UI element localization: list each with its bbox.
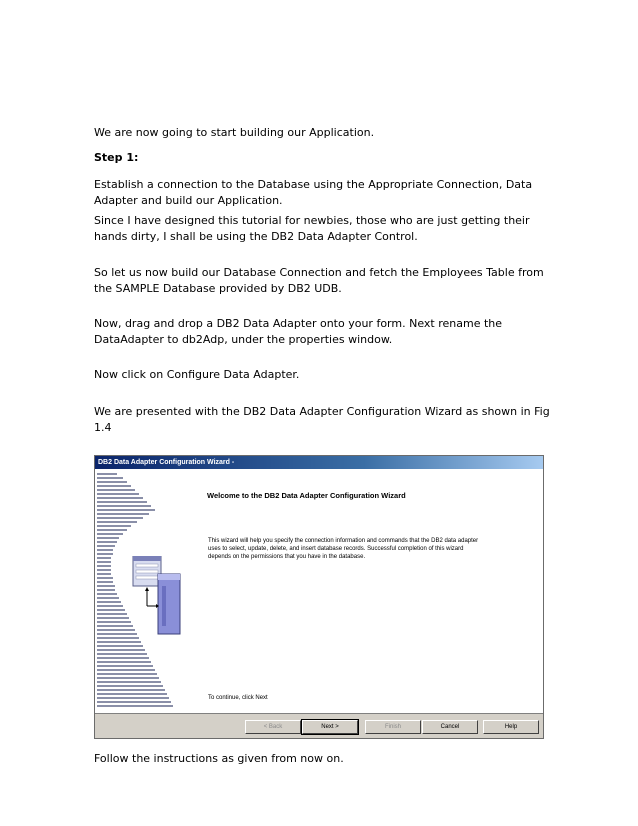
step-heading: Step 1: [94, 151, 139, 164]
database-adapter-icon [132, 556, 189, 656]
wizard-description: This wizard will help you specify the connection information and commands that the DB2 data adapter uses to select, update, delete, and insert database records. Successful completion of this wizard depends on the permissions that you have in the database. [208, 538, 479, 560]
cancel-button[interactable]: Cancel [422, 720, 478, 734]
wizard-side-graphic [97, 471, 189, 711]
wizard-body [95, 469, 543, 713]
back-button[interactable]: < Back [245, 720, 301, 734]
wizard-heading: Welcome to the DB2 Data Adapter Configuration Wizard [207, 491, 406, 500]
drag-drop-paragraph: Now, drag and drop a DB2 Data Adapter onto your form. Next rename the DataAdapter to db2Adp, under the properties window. [94, 317, 503, 346]
wizard-intro-paragraph: We are presented with the DB2 Data Adapter Configuration Wizard as shown in Fig 1.4 [94, 405, 550, 434]
connection-paragraph: Establish a connection to the Database using the Appropriate Connection, Data Adapter and build our Application. [94, 178, 533, 207]
wizard-title-bar: DB2 Data Adapter Configuration Wizard - [95, 456, 543, 469]
help-button[interactable]: Help [483, 720, 539, 734]
intro-paragraph: We are now going to start building our Application. [94, 126, 375, 139]
wizard-button-bar [95, 713, 543, 739]
database-connection-paragraph: So let us now build our Database Connection and fetch the Employees Table from the SAMPLE Database provided by DB2 UDB. [94, 266, 544, 295]
next-button[interactable]: Next > [302, 720, 358, 734]
wizard-screenshot [94, 455, 544, 739]
follow-instructions-paragraph: Follow the instructions as given from now on. [94, 752, 344, 765]
wizard-continue-text: To continue, click Next [208, 695, 268, 701]
configure-paragraph: Now click on Configure Data Adapter. [94, 368, 300, 381]
finish-button[interactable]: Finish [365, 720, 421, 734]
newbies-paragraph: Since I have designed this tutorial for newbies, those who are just getting their hands dirty, I shall be using the DB2 Data Adapter Control. [94, 214, 530, 243]
